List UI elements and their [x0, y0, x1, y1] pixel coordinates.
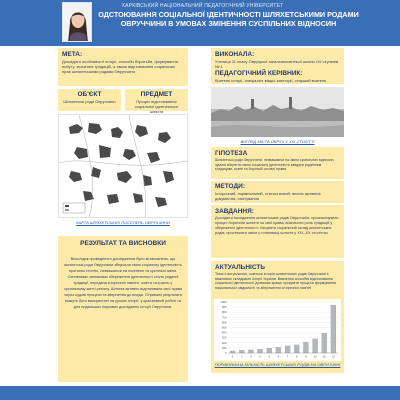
- author-text: Учениця 11 класу Овруцької загальноосвітньої школи І-ІІІ ступенів № 1: [215, 59, 339, 70]
- x-tick-label: 8: [295, 354, 298, 359]
- results-text: Внаслідок проведеного дослідження було встановлено, що шляхетські роди Овруччини зберігали свою соціальну ідентичність протягом століть, незважаючи на політичні та суспільні зміни. Основними чинниками збереження ідентичності стали родинні традиції, передача історичної пам'яті, освіта та участь у суспільному житті регіону. Шляхта активно відстоювала свої права через судові процеси та звернення до влади. Отримані результати можуть бути використані на уроках історії, у краєзнавчій роботі та для подальших наукових досліджень історії Овруччини.: [64, 257, 182, 309]
- footer-bar: [0, 386, 400, 400]
- subject-box: [125, 89, 188, 115]
- tasks-box: [211, 205, 344, 258]
- x-tick-label: 12: [331, 354, 335, 359]
- subject-text: Процес відстоювання соціальної ідентичності шляхти: [134, 99, 179, 115]
- poster-title: ОДСТОЮВАННЯ СОЦІАЛЬНОЇ ІДЕНТИЧНОСТІ ШЛЯХЕТСЬКИМИ РОДАМИ ОВРУЧЧИНИ В УМОВАХ ЗМІНЕННЯ СУСПІЛЬНИХ ВІДНОСИН: [98, 10, 359, 28]
- photo-caption: ВИГЛЯД МІСТА ОВРУЧ У XIX СТОЛІТТІ: [240, 139, 315, 144]
- supervisor-heading: ПЕДАГОГІЧНИЙ КЕРІВНИК:: [215, 70, 303, 78]
- y-tick-label: 0: [224, 351, 227, 355]
- chart-bar: [294, 345, 299, 353]
- methods-box: [211, 181, 344, 203]
- map-image: [58, 114, 188, 218]
- city-photo: [211, 87, 344, 137]
- x-tick-label: 11: [322, 354, 326, 359]
- y-tick-label: 500: [221, 325, 227, 330]
- chart-bar: [248, 350, 253, 353]
- author-box: [211, 48, 344, 84]
- supervisor-text: Вчитель історії, спеціаліст вищої категорії, старший вчитель: [215, 78, 327, 84]
- methods-heading: МЕТОДИ:: [215, 183, 245, 190]
- y-tick-label: 200: [221, 340, 227, 345]
- relevance-heading: АКТУАЛЬНІСТЬ: [215, 264, 266, 271]
- x-tick-label: 2: [240, 354, 243, 359]
- relevance-box: [211, 261, 344, 373]
- x-tick-label: 3: [250, 354, 252, 359]
- y-tick-label: 600: [221, 320, 227, 325]
- relevance-text: Тема є актуальною, оскільки історія шляхетських родів Овруччини є важливою складовою історії України. Вивчення способів відстоювання соціальної ідентичності дозволяє краще зрозуміти процеси формування національної свідомості та збереження історичної пам'яті: [215, 272, 336, 290]
- x-tick-label: 9: [305, 354, 307, 359]
- chart-bar: [331, 305, 336, 353]
- y-tick-label: 700: [221, 315, 227, 320]
- map-caption: КАРТА ШЛЯХЕТСЬКИХ ПОСЕЛЕНЬ ОВРУЧЧИНИ: [76, 220, 170, 225]
- hypothesis-text: Шляхетські роди Овруччини, незважаючи на зміни суспільних відносин, зуміли зберегти свою соціальну ідентичність завдяки родинним традиціям, освіті та боротьбі за свої права: [215, 158, 335, 172]
- x-tick-label: 6: [277, 354, 280, 359]
- object-heading: ОБ'ЄКТ: [77, 91, 102, 98]
- y-tick-label: 800: [221, 310, 227, 315]
- goal-box: [58, 48, 188, 86]
- results-heading: РЕЗУЛЬТАТ ТА ВИСНОВКИ: [80, 240, 166, 247]
- chart-bar: [276, 347, 281, 353]
- results-box: [58, 236, 188, 382]
- chart-bar: [230, 351, 235, 353]
- chart-bar: [267, 348, 272, 353]
- subject-heading: ПРЕДМЕТ: [140, 91, 173, 98]
- chart-bar: [303, 342, 308, 353]
- author-photo: [62, 2, 92, 42]
- methods-text: Історичний, порівняльний, статистичний, аналіз архівних документів, опитування: [215, 191, 321, 202]
- goal-heading: МЕТА:: [62, 51, 83, 58]
- portrait-image: [63, 3, 92, 42]
- chart-bar: [239, 350, 244, 353]
- chart-bar: [322, 333, 327, 353]
- settlement-map: [59, 115, 187, 217]
- x-tick-label: 5: [268, 354, 271, 359]
- x-tick-label: 7: [286, 354, 289, 359]
- y-tick-label: 900: [221, 305, 227, 310]
- chart-container: [214, 299, 341, 361]
- author-heading: ВИКОНАЛА:: [215, 51, 255, 58]
- chart-bar: [313, 339, 318, 353]
- city-illustration: [211, 87, 344, 137]
- x-tick-label: 4: [259, 354, 261, 359]
- hypothesis-heading: ГІПОТЕЗА: [215, 150, 248, 157]
- university-name: ХАРКІВСЬКИЙ НАЦІОНАЛЬНИЙ ПЕДАГОГІЧНИЙ УНІВЕРСИТЕТ: [121, 3, 284, 9]
- tasks-heading: ЗАВДАННЯ:: [215, 208, 254, 215]
- chart-bar: [258, 349, 263, 353]
- y-tick-label: 300: [221, 335, 227, 340]
- object-box: [58, 89, 121, 111]
- bar-chart: [214, 299, 341, 361]
- x-tick-label: 1: [231, 354, 234, 359]
- hypothesis-box: [211, 147, 344, 179]
- tasks-text: Дослідити походження шляхетських родів Овруччини; проаналізувати процес боротьби шляхти за свої права; визначити роль традицій у збереженні ідентичності; з'ясувати соціальний склад шляхетських родів; простежити зміни у становищі шляхти у XIX–XX століттях: [215, 216, 339, 235]
- y-tick-label: 400: [221, 330, 227, 335]
- goal-text: Дослідити особливості історії, способи боротьби, формування побуту, значення традицій, а також відстоювання соціальних прав шляхетськими родами Овруччини: [62, 59, 178, 75]
- chart-bar: [285, 346, 290, 353]
- y-tick-label: 1000: [220, 300, 227, 304]
- object-text: Шляхетські роди Овруччини: [63, 99, 116, 104]
- chart-caption: ПОРІВНЯЛЬНА КІЛЬКІСТЬ ШЛЯХЕТСЬКИХ РОДІВ НА ОВРУЧЧИНІ: [214, 362, 341, 367]
- y-tick-label: 100: [221, 345, 227, 350]
- x-tick-label: 10: [313, 354, 317, 359]
